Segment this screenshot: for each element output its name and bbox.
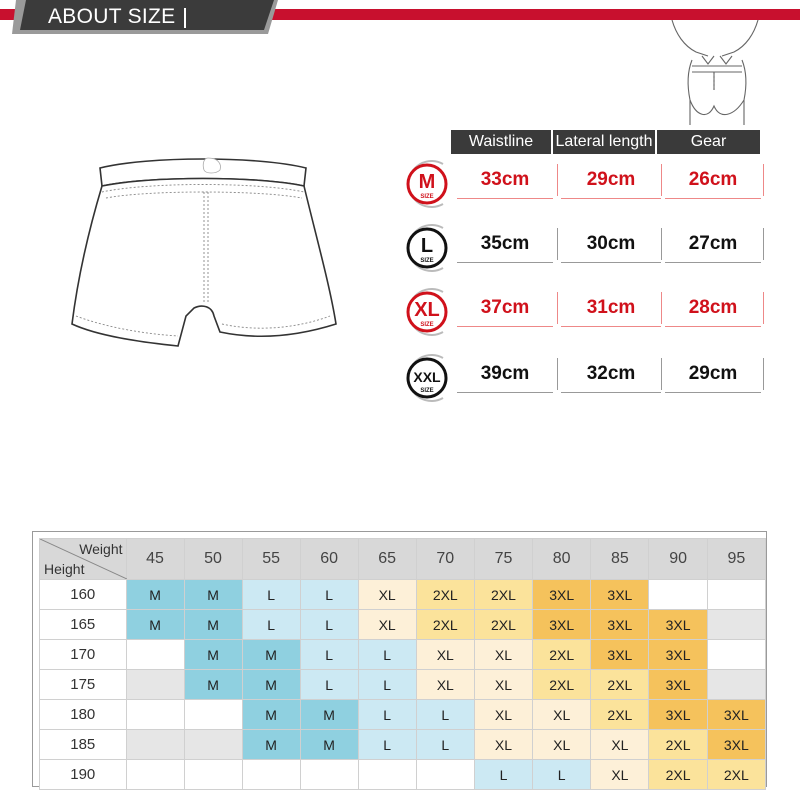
- spec-row: [403, 350, 763, 406]
- size-cell: L: [242, 580, 300, 610]
- cell-separator: [661, 292, 662, 324]
- size-cell: L: [300, 580, 358, 610]
- lateral-length-value: 31cm: [586, 297, 636, 318]
- size-recommendation-grid: [32, 531, 767, 787]
- size-badge-icon: [403, 220, 453, 278]
- height-header: 175: [40, 670, 127, 700]
- height-axis-label: Height: [44, 561, 85, 577]
- size-badge-sub: SIZE: [420, 194, 434, 200]
- empty-cell: [707, 670, 765, 700]
- size-cell: 3XL: [533, 580, 591, 610]
- size-cell: M: [126, 580, 184, 610]
- title-cursor-bar: [184, 8, 186, 28]
- size-cell: M: [300, 730, 358, 760]
- size-cell: M: [242, 670, 300, 700]
- spec-row: [403, 220, 763, 276]
- size-cell: M: [184, 670, 242, 700]
- size-cell: XL: [533, 730, 591, 760]
- grid-row: [40, 700, 766, 730]
- grid-row: [40, 610, 766, 640]
- size-badge-icon: [403, 284, 453, 342]
- size-badge-sub: SIZE: [420, 388, 434, 394]
- empty-cell: [184, 700, 242, 730]
- height-header: 185: [40, 730, 127, 760]
- cell-underline: [665, 262, 761, 263]
- size-cell: 2XL: [649, 730, 707, 760]
- lateral-length-value: 32cm: [586, 363, 636, 384]
- size-cell: XL: [474, 640, 532, 670]
- weight-header: 55: [242, 539, 300, 580]
- grid-row: [40, 760, 766, 790]
- size-cell: L: [300, 670, 358, 700]
- empty-cell: [300, 760, 358, 790]
- size-cell: L: [416, 730, 474, 760]
- cell-separator: [557, 228, 558, 260]
- size-cell: 2XL: [707, 760, 765, 790]
- size-cell: 2XL: [649, 760, 707, 790]
- col-header-gear: Gear: [690, 133, 727, 150]
- page-title: ABOUT SIZE: [48, 5, 176, 28]
- size-cell: 3XL: [591, 580, 649, 610]
- size-badge-label: XXL: [413, 369, 441, 385]
- size-cell: XL: [474, 730, 532, 760]
- size-cell: L: [358, 670, 416, 700]
- waistline-value: 37cm: [480, 297, 530, 318]
- weight-header: 50: [184, 539, 242, 580]
- cell-separator: [763, 228, 764, 260]
- size-cell: 3XL: [591, 610, 649, 640]
- size-cell: 2XL: [533, 640, 591, 670]
- grid-row: [40, 580, 766, 610]
- cell-separator: [557, 358, 558, 390]
- weight-header: 45: [126, 539, 184, 580]
- size-cell: 2XL: [474, 610, 532, 640]
- waistline-value: 35cm: [480, 233, 530, 254]
- cell-underline: [665, 198, 761, 199]
- size-cell: 3XL: [649, 640, 707, 670]
- weight-header: 95: [707, 539, 765, 580]
- spec-row: [403, 156, 763, 212]
- grid-header-row: [40, 539, 766, 580]
- height-header: 160: [40, 580, 127, 610]
- cell-underline: [561, 262, 661, 263]
- cell-separator: [763, 292, 764, 324]
- size-badge-label: M: [418, 171, 436, 193]
- size-cell: L: [300, 640, 358, 670]
- cell-separator: [661, 228, 662, 260]
- size-cell: L: [416, 700, 474, 730]
- gear-value: 27cm: [688, 233, 738, 254]
- cell-underline: [665, 392, 761, 393]
- size-cell: M: [300, 700, 358, 730]
- size-cell: M: [184, 640, 242, 670]
- size-cell: 3XL: [707, 730, 765, 760]
- size-cell: 2XL: [533, 670, 591, 700]
- size-cell: 2XL: [416, 580, 474, 610]
- weight-header: 90: [649, 539, 707, 580]
- size-badge-sub: SIZE: [420, 322, 434, 328]
- weight-header: 85: [591, 539, 649, 580]
- size-cell: M: [126, 610, 184, 640]
- title-tab: [12, 0, 280, 38]
- size-cell: L: [533, 760, 591, 790]
- size-cell: L: [358, 640, 416, 670]
- empty-cell: [126, 670, 184, 700]
- lateral-length-value: 29cm: [586, 169, 636, 190]
- empty-cell: [707, 580, 765, 610]
- size-cell: L: [358, 730, 416, 760]
- size-cell: 2XL: [416, 610, 474, 640]
- weight-axis-label: Weight: [79, 541, 123, 557]
- grid-row: [40, 640, 766, 670]
- height-header: 165: [40, 610, 127, 640]
- size-cell: L: [242, 610, 300, 640]
- size-cell: XL: [591, 760, 649, 790]
- height-header: 190: [40, 760, 127, 790]
- size-cell: XL: [591, 730, 649, 760]
- cell-underline: [457, 326, 553, 327]
- size-cell: M: [184, 610, 242, 640]
- size-cell: XL: [474, 700, 532, 730]
- size-cell: 3XL: [649, 670, 707, 700]
- size-cell: 3XL: [533, 610, 591, 640]
- cell-underline: [457, 262, 553, 263]
- spec-row: [403, 284, 763, 340]
- col-header-waistline: Waistline: [451, 130, 553, 154]
- empty-cell: [184, 760, 242, 790]
- cell-separator: [557, 292, 558, 324]
- size-cell: 2XL: [591, 670, 649, 700]
- cell-underline: [457, 198, 553, 199]
- size-cell: XL: [358, 610, 416, 640]
- size-cell: XL: [533, 700, 591, 730]
- size-cell: M: [242, 730, 300, 760]
- size-cell: XL: [358, 580, 416, 610]
- size-cell: 3XL: [707, 700, 765, 730]
- size-badge-label: L: [420, 235, 434, 257]
- cell-separator: [763, 164, 764, 196]
- gear-value: 29cm: [688, 363, 738, 384]
- size-cell: L: [300, 610, 358, 640]
- grid-corner-cell: [40, 539, 127, 580]
- empty-cell: [126, 760, 184, 790]
- waistline-value: 39cm: [480, 363, 530, 384]
- size-cell: M: [242, 640, 300, 670]
- empty-cell: [184, 730, 242, 760]
- height-header: 170: [40, 640, 127, 670]
- size-cell: M: [184, 580, 242, 610]
- empty-cell: [707, 610, 765, 640]
- size-cell: M: [242, 700, 300, 730]
- size-cell: L: [358, 700, 416, 730]
- size-grid-table: [39, 538, 766, 790]
- grid-row: [40, 670, 766, 700]
- cell-separator: [557, 164, 558, 196]
- waistline-value: 33cm: [480, 169, 530, 190]
- size-badge-sub: SIZE: [420, 258, 434, 264]
- weight-header: 65: [358, 539, 416, 580]
- empty-cell: [126, 730, 184, 760]
- size-cell: 2XL: [474, 580, 532, 610]
- size-cell: XL: [474, 670, 532, 700]
- weight-header: 60: [300, 539, 358, 580]
- cell-underline: [665, 326, 761, 327]
- cell-separator: [763, 358, 764, 390]
- size-cell: 3XL: [649, 610, 707, 640]
- empty-cell: [126, 640, 184, 670]
- cell-separator: [661, 164, 662, 196]
- size-cell: 3XL: [591, 640, 649, 670]
- empty-cell: [358, 760, 416, 790]
- height-header: 180: [40, 700, 127, 730]
- cell-underline: [561, 326, 661, 327]
- cell-underline: [457, 392, 553, 393]
- size-badge-label: XL: [414, 299, 440, 321]
- size-cell: L: [474, 760, 532, 790]
- cell-underline: [561, 392, 661, 393]
- size-cell: 2XL: [591, 700, 649, 730]
- empty-cell: [707, 640, 765, 670]
- weight-header: 70: [416, 539, 474, 580]
- size-cell: XL: [416, 640, 474, 670]
- grid-row: [40, 730, 766, 760]
- gear-value: 28cm: [688, 297, 738, 318]
- size-cell: 3XL: [649, 700, 707, 730]
- empty-cell: [416, 760, 474, 790]
- empty-cell: [242, 760, 300, 790]
- spec-table-header: [451, 130, 760, 154]
- gear-value: 26cm: [688, 169, 738, 190]
- model-illustration: [662, 20, 772, 125]
- size-cell: XL: [416, 670, 474, 700]
- shorts-illustration: [68, 156, 340, 352]
- lateral-length-value: 30cm: [586, 233, 636, 254]
- cell-separator: [661, 358, 662, 390]
- col-header-lateral-length: Lateral length: [553, 130, 657, 154]
- empty-cell: [649, 580, 707, 610]
- size-badge-icon: [403, 156, 453, 214]
- empty-cell: [126, 700, 184, 730]
- weight-header: 75: [474, 539, 532, 580]
- cell-underline: [561, 198, 661, 199]
- size-badge-icon: [403, 350, 453, 408]
- weight-header: 80: [533, 539, 591, 580]
